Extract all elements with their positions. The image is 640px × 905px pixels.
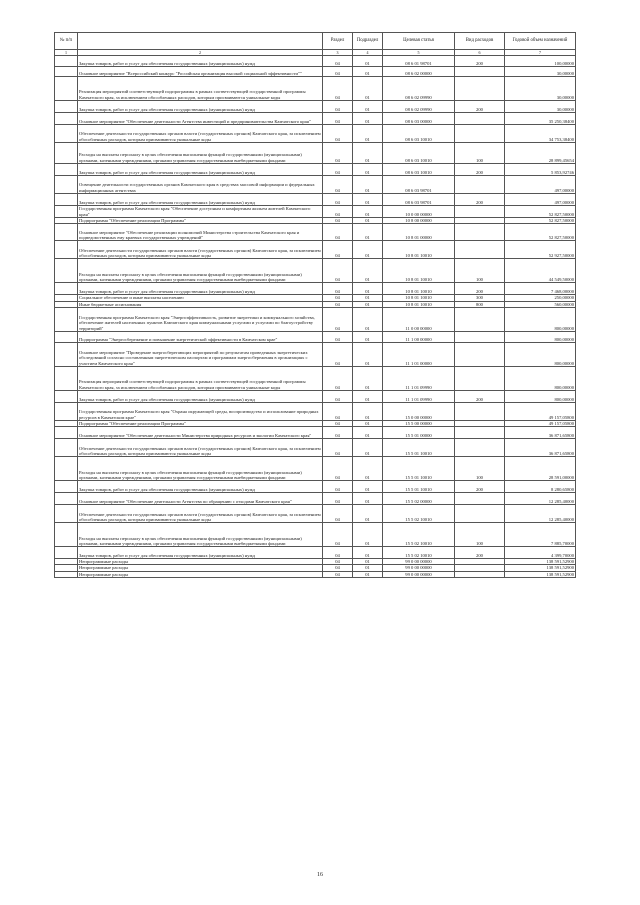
- table-row: [55, 493, 576, 505]
- row-podrazdel: 01: [353, 67, 383, 77]
- row-target-article: 10 0 00 00000: [383, 206, 455, 218]
- row-amount: 7 885,70000: [505, 523, 576, 547]
- header-podrazdel: Подраздел: [353, 33, 383, 50]
- row-razdel: 04: [323, 283, 353, 295]
- row-amount: 52 927,50000: [505, 241, 576, 259]
- row-expense-type: 200: [455, 56, 505, 67]
- row-name: Подпрограмма "Энергосбережение и повышение энергетической эффективности в Камчатском крае": [78, 331, 323, 342]
- column-number: 4: [353, 50, 383, 56]
- table-row: [55, 547, 576, 559]
- row-name: Закупка товаров, работ и услуг для обеспечения государственных (муниципальных) нужд: [78, 547, 323, 559]
- row-target-article: 10 8 01 10010: [383, 283, 455, 295]
- row-amount: 34 753,38400: [505, 125, 576, 143]
- row-podrazdel: 01: [353, 366, 383, 390]
- row-target-article: 08 6 03 10010: [383, 164, 455, 176]
- row-podrazdel: 01: [353, 164, 383, 176]
- row-name: Основное мероприятие "Обеспечение деятельности Агентства инвестиций и предпринимательства Камчатского края": [78, 113, 323, 125]
- row-num: [55, 283, 78, 295]
- table-row: [55, 125, 576, 143]
- row-amount: 52 827,50000: [505, 218, 576, 224]
- row-target-article: 08 6 02 09990: [383, 77, 455, 101]
- row-target-article: 10 8 01 00000: [383, 224, 455, 241]
- row-amount: 800,00000: [505, 390, 576, 402]
- row-expense-type: [455, 224, 505, 241]
- row-target-article: 10 8 01 10010: [383, 295, 455, 301]
- table-row: [55, 224, 576, 241]
- row-target-article: 15 0 00 00000: [383, 402, 455, 420]
- row-podrazdel: 01: [353, 420, 383, 426]
- row-target-article: 15 5 02 00000: [383, 493, 455, 505]
- row-name: Реализация мероприятий соответствующей подпрограммы в рамках соответствующей государственной программы Камчатского края, за исключением обособленных расходов, которым присваиваются уникальные коды: [78, 366, 323, 390]
- row-podrazdel: 01: [353, 481, 383, 493]
- table-row: [55, 390, 576, 402]
- row-name: Подпрограмма "Обеспечение реализации Программы": [78, 420, 323, 426]
- row-razdel: 04: [323, 439, 353, 457]
- row-amount: 800,00000: [505, 331, 576, 342]
- row-expense-type: 800: [455, 301, 505, 307]
- row-expense-type: [455, 77, 505, 101]
- row-name: Основное мероприятие "Обеспечение деятельности Министерства природных ресурсов и экологии Камчатского края": [78, 427, 323, 439]
- row-razdel: 04: [323, 77, 353, 101]
- row-razdel: 04: [323, 67, 353, 77]
- row-name: Реализация мероприятий соответствующей подпрограммы в рамках соответствующей государственной программы Камчатского края, за исключением обособленных расходов, которым присваиваются уникальные коды: [78, 77, 323, 101]
- row-name: Обеспечение деятельности государственных органов власти (государственных органов) Камчатского края, за исключением обособленных расходов, которым присваиваются уникальные коды: [78, 241, 323, 259]
- row-target-article: 08 6 03 98701: [383, 194, 455, 206]
- row-expense-type: 100: [455, 523, 505, 547]
- row-name: Расходы на выплаты персоналу в целях обеспечения выполнения функций государственными (муниципальными) органами, казенными учреждениями, органами управления государственными внебюджетными фондами: [78, 143, 323, 164]
- row-podrazdel: 01: [353, 547, 383, 559]
- table-row: [55, 77, 576, 101]
- row-razdel: 04: [323, 194, 353, 206]
- row-target-article: 08 6 03 10010: [383, 143, 455, 164]
- row-razdel: 04: [323, 224, 353, 241]
- table-row: [55, 505, 576, 523]
- row-name: Расходы на выплаты персоналу в целях обеспечения выполнения функций государственными (муниципальными) органами, казенными учреждениями, органами управления государственными внебюджетными фондами: [78, 457, 323, 481]
- row-name: Подпрограмма "Обеспечение реализации Программы": [78, 218, 323, 224]
- row-podrazdel: 01: [353, 101, 383, 113]
- row-razdel: 04: [323, 559, 353, 565]
- row-expense-type: [455, 307, 505, 331]
- row-name: Закупка товаров, работ и услуг для обеспечения государственных (муниципальных) нужд: [78, 164, 323, 176]
- row-amount: 497,00000: [505, 176, 576, 194]
- row-podrazdel: 01: [353, 77, 383, 101]
- row-target-article: 08 6 02 00000: [383, 67, 455, 77]
- table-row: [55, 101, 576, 113]
- row-expense-type: [455, 366, 505, 390]
- row-razdel: 04: [323, 101, 353, 113]
- table-row: [55, 307, 576, 331]
- row-name: Расходы на выплаты персоналу в целях обеспечения выполнения функций государственными (муниципальными) органами, казенными учреждениями, органами управления государственными внебюджетными фондами: [78, 523, 323, 547]
- row-target-article: 11 1 01 09990: [383, 366, 455, 390]
- row-num: [55, 56, 78, 67]
- row-num: [55, 547, 78, 559]
- row-name: Основное мероприятие "Обеспечение реализации полномочий Министерства строительства Камчатского края и подведомственных ему краевых государственных учреждений": [78, 224, 323, 241]
- row-razdel: 04: [323, 331, 353, 342]
- row-expense-type: [455, 113, 505, 125]
- row-podrazdel: 01: [353, 439, 383, 457]
- row-podrazdel: 01: [353, 143, 383, 164]
- row-razdel: 04: [323, 206, 353, 218]
- row-num: [55, 241, 78, 259]
- row-razdel: 04: [323, 342, 353, 366]
- row-num: [55, 439, 78, 457]
- row-razdel: 04: [323, 125, 353, 143]
- row-razdel: 04: [323, 427, 353, 439]
- row-amount: 4 399,70000: [505, 547, 576, 559]
- row-podrazdel: 01: [353, 571, 383, 577]
- row-amount: 36 871,65800: [505, 427, 576, 439]
- table-body: [55, 56, 576, 578]
- row-razdel: 04: [323, 301, 353, 307]
- row-amount: 800,00000: [505, 366, 576, 390]
- row-amount: 7 468,00000: [505, 283, 576, 295]
- table-row: [55, 67, 576, 77]
- row-podrazdel: 01: [353, 427, 383, 439]
- column-number: 1: [55, 50, 78, 56]
- table-row: [55, 342, 576, 366]
- row-name: Основное мероприятие "Проведение энергосберегающих мероприятий по результатам проведенных энергетических обследований согласно составленным энергетическим паспортам и программам энергосбережения в организациях с участием Камчатского края": [78, 342, 323, 366]
- row-num: [55, 77, 78, 101]
- column-number: 5: [383, 50, 455, 56]
- row-name: Закупка товаров, работ и услуг для обеспечения государственных (муниципальных) нужд: [78, 194, 323, 206]
- table-row: [55, 402, 576, 420]
- row-amount: 12 285,40000: [505, 505, 576, 523]
- row-name: Основное мероприятие "Обеспечение деятельности Агентства по обращению с отходами Камчатского края": [78, 493, 323, 505]
- row-num: [55, 67, 78, 77]
- row-razdel: 04: [323, 307, 353, 331]
- row-name: Социальное обеспечение и иные выплаты населению: [78, 295, 323, 301]
- row-num: [55, 366, 78, 390]
- row-target-article: 15 5 02 10010: [383, 547, 455, 559]
- row-expense-type: [455, 125, 505, 143]
- row-target-article: 15 5 01 10010: [383, 481, 455, 493]
- table-row: [55, 259, 576, 283]
- row-expense-type: 200: [455, 164, 505, 176]
- row-podrazdel: 01: [353, 206, 383, 218]
- row-target-article: 99 0 00 00000: [383, 571, 455, 577]
- row-expense-type: [455, 427, 505, 439]
- row-podrazdel: 01: [353, 224, 383, 241]
- row-name: Закупка товаров, работ и услуг для обеспечения государственных (муниципальных) нужд: [78, 481, 323, 493]
- row-razdel: 04: [323, 113, 353, 125]
- row-target-article: 10 8 01 10010: [383, 241, 455, 259]
- row-razdel: 04: [323, 457, 353, 481]
- row-razdel: 04: [323, 481, 353, 493]
- row-amount: 800,00000: [505, 342, 576, 366]
- row-razdel: 04: [323, 571, 353, 577]
- row-razdel: 04: [323, 420, 353, 426]
- header-razdel: Раздел: [323, 33, 353, 50]
- column-number: 7: [505, 50, 576, 56]
- row-podrazdel: 01: [353, 295, 383, 301]
- row-target-article: 15 5 01 00000: [383, 427, 455, 439]
- row-expense-type: [455, 342, 505, 366]
- row-podrazdel: 01: [353, 259, 383, 283]
- row-num: [55, 523, 78, 547]
- row-podrazdel: 01: [353, 342, 383, 366]
- row-podrazdel: 01: [353, 402, 383, 420]
- row-expense-type: 100: [455, 457, 505, 481]
- row-num: [55, 505, 78, 523]
- row-num: [55, 307, 78, 331]
- table-row: [55, 143, 576, 164]
- row-target-article: 08 6 03 98701: [383, 176, 455, 194]
- row-num: [55, 390, 78, 402]
- row-razdel: 04: [323, 493, 353, 505]
- row-expense-type: [455, 206, 505, 218]
- row-amount: 28 591,00000: [505, 457, 576, 481]
- row-amount: 44 549,50000: [505, 259, 576, 283]
- row-expense-type: 200: [455, 547, 505, 559]
- row-target-article: 99 0 00 00000: [383, 565, 455, 571]
- table-row: [55, 481, 576, 493]
- row-target-article: 15 5 02 10010: [383, 523, 455, 547]
- row-target-article: 15 5 00 00000: [383, 420, 455, 426]
- row-podrazdel: 01: [353, 559, 383, 565]
- column-number: 3: [323, 50, 353, 56]
- row-name: Закупка товаров, работ и услуг для обеспечения государственных (муниципальных) нужд: [78, 101, 323, 113]
- row-amount: 36 871,65800: [505, 439, 576, 457]
- table-row: [55, 457, 576, 481]
- row-name: Обеспечение деятельности государственных органов власти (государственных органов) Камчатского края, за исключением обособленных расходов, которым присваиваются уникальные коды: [78, 439, 323, 457]
- row-name: Закупка товаров, работ и услуг для обеспечения государственных (муниципальных) нужд: [78, 56, 323, 67]
- column-number: 6: [455, 50, 505, 56]
- row-podrazdel: 01: [353, 194, 383, 206]
- row-name: Обеспечение деятельности государственных органов власти (государственных органов) Камчатского края, за исключением обособленных расходов, которым присваиваются уникальные коды: [78, 125, 323, 143]
- row-num: [55, 101, 78, 113]
- row-target-article: 11 1 01 09990: [383, 390, 455, 402]
- row-name: Закупка товаров, работ и услуг для обеспечения государственных (муниципальных) нужд: [78, 390, 323, 402]
- row-expense-type: 200: [455, 194, 505, 206]
- row-name: Государственная программа Камчатского края "Обеспечение доступным и комфортным жильем жителей Камчатского края": [78, 206, 323, 218]
- row-amount: 52 827,50000: [505, 224, 576, 241]
- page-number: 16: [317, 872, 323, 878]
- row-amount: 12 285,40000: [505, 493, 576, 505]
- row-razdel: 04: [323, 366, 353, 390]
- row-podrazdel: 01: [353, 218, 383, 224]
- row-num: [55, 113, 78, 125]
- row-podrazdel: 01: [353, 301, 383, 307]
- row-num: [55, 176, 78, 194]
- row-expense-type: 300: [455, 295, 505, 301]
- row-podrazdel: 01: [353, 493, 383, 505]
- row-podrazdel: 01: [353, 331, 383, 342]
- row-amount: 560,00000: [505, 301, 576, 307]
- row-amount: 100,00000: [505, 56, 576, 67]
- row-num: [55, 402, 78, 420]
- row-razdel: 04: [323, 295, 353, 301]
- row-expense-type: [455, 493, 505, 505]
- row-podrazdel: 01: [353, 307, 383, 331]
- row-num: [55, 493, 78, 505]
- row-expense-type: [455, 571, 505, 577]
- row-razdel: 04: [323, 547, 353, 559]
- row-num: [55, 143, 78, 164]
- row-name: Государственная программа Камчатского края "Охрана окружающей среды, воспроизводство и использование природных ресурсов в Камчатском крае": [78, 402, 323, 420]
- row-expense-type: [455, 439, 505, 457]
- header-target-article: Целевая статья: [383, 33, 455, 50]
- row-target-article: 08 6 03 00000: [383, 113, 455, 125]
- row-name: Непрограммные расходы: [78, 571, 323, 577]
- row-name: Основное мероприятие "Всероссийский конкурс "Российская организация высокой социальной эффективности"": [78, 67, 323, 77]
- row-target-article: 11 1 00 00000: [383, 331, 455, 342]
- row-expense-type: 100: [455, 143, 505, 164]
- row-amount: 49 157,05800: [505, 420, 576, 426]
- row-target-article: 15 5 01 10010: [383, 439, 455, 457]
- table-row: [55, 331, 576, 342]
- column-number: 2: [78, 50, 323, 56]
- table-row: [55, 439, 576, 457]
- row-num: [55, 571, 78, 577]
- row-podrazdel: 01: [353, 56, 383, 67]
- row-expense-type: [455, 505, 505, 523]
- row-expense-type: 200: [455, 481, 505, 493]
- row-razdel: 04: [323, 523, 353, 547]
- row-expense-type: 200: [455, 390, 505, 402]
- row-amount: 8 280,65800: [505, 481, 576, 493]
- row-razdel: 04: [323, 143, 353, 164]
- row-expense-type: [455, 402, 505, 420]
- row-name: Обеспечение деятельности государственных органов власти (государственных органов) Камчатского края, за исключением обособленных расходов, которым присваиваются уникальные коды: [78, 505, 323, 523]
- row-amount: 49 157,05800: [505, 402, 576, 420]
- row-amount: 52 827,50000: [505, 206, 576, 218]
- table-row: [55, 366, 576, 390]
- row-amount: 138 591,52900: [505, 571, 576, 577]
- row-expense-type: [455, 241, 505, 259]
- table-row: [55, 283, 576, 295]
- row-razdel: 04: [323, 241, 353, 259]
- table-row: [55, 571, 576, 577]
- table-row: [55, 427, 576, 439]
- row-expense-type: 100: [455, 259, 505, 283]
- table-row: [55, 113, 576, 125]
- row-amount: 138 591,52900: [505, 565, 576, 571]
- row-name: Закупка товаров, работ и услуг для обеспечения государственных (муниципальных) нужд: [78, 283, 323, 295]
- row-razdel: 04: [323, 390, 353, 402]
- row-num: [55, 224, 78, 241]
- header-annual-volume: Годовой объем назначений: [505, 33, 576, 50]
- row-target-article: 11 1 01 00000: [383, 342, 455, 366]
- row-amount: 28 899,45654: [505, 143, 576, 164]
- row-podrazdel: 01: [353, 241, 383, 259]
- table-header-row: [55, 33, 576, 50]
- row-razdel: 04: [323, 259, 353, 283]
- row-amount: 35 250,38400: [505, 113, 576, 125]
- row-num: [55, 481, 78, 493]
- row-expense-type: [455, 176, 505, 194]
- row-target-article: 10 8 01 10010: [383, 259, 455, 283]
- row-expense-type: 200: [455, 283, 505, 295]
- row-podrazdel: 01: [353, 505, 383, 523]
- row-num: [55, 206, 78, 218]
- row-num: [55, 194, 78, 206]
- row-target-article: 08 6 02 09990: [383, 101, 455, 113]
- row-name: Освещение деятельности государственных органов Камчатского края в средствах массовой информации и федеральных информационных агентствах: [78, 176, 323, 194]
- row-expense-type: 200: [455, 101, 505, 113]
- row-amount: 497,00000: [505, 194, 576, 206]
- row-razdel: 04: [323, 402, 353, 420]
- row-name: Государственная программа Камчатского края "Энергоэффективность, развитие энергетики и коммунального хозяйства, обеспечение жителей населенных пунктов Камчатского края коммунальными услугами и услугами по благоустройству территорий": [78, 307, 323, 331]
- row-num: [55, 342, 78, 366]
- table-row: [55, 241, 576, 259]
- budget-table: [54, 32, 576, 578]
- row-expense-type: [455, 67, 505, 77]
- row-amount: 250,00000: [505, 295, 576, 301]
- row-podrazdel: 01: [353, 113, 383, 125]
- row-razdel: 04: [323, 505, 353, 523]
- table-row: [55, 164, 576, 176]
- row-target-article: 08 6 01 98701: [383, 56, 455, 67]
- row-razdel: 04: [323, 218, 353, 224]
- row-amount: 138 591,52900: [505, 559, 576, 565]
- header-name: [78, 33, 323, 50]
- row-podrazdel: 01: [353, 523, 383, 547]
- row-num: [55, 125, 78, 143]
- row-podrazdel: 01: [353, 390, 383, 402]
- row-podrazdel: 01: [353, 457, 383, 481]
- row-amount: 30,00000: [505, 101, 576, 113]
- row-num: [55, 457, 78, 481]
- row-num: [55, 427, 78, 439]
- table-row: [55, 56, 576, 67]
- header-expense-type: Вид расходов: [455, 33, 505, 50]
- row-num: [55, 331, 78, 342]
- row-razdel: 04: [323, 164, 353, 176]
- row-target-article: 15 5 01 10010: [383, 457, 455, 481]
- row-num: [55, 259, 78, 283]
- row-name: Непрограммные расходы: [78, 565, 323, 571]
- row-expense-type: [455, 331, 505, 342]
- row-name: Непрограммные расходы: [78, 559, 323, 565]
- row-target-article: 11 0 00 00000: [383, 307, 455, 331]
- row-amount: 800,00000: [505, 307, 576, 331]
- row-name: Расходы на выплаты персоналу в целях обеспечения выполнения функций государственными (муниципальными) органами, казенными учреждениями, органами управления государственными внебюджетными фондами: [78, 259, 323, 283]
- row-razdel: 04: [323, 565, 353, 571]
- row-name: Иные бюджетные ассигнования: [78, 301, 323, 307]
- row-razdel: 04: [323, 56, 353, 67]
- table-row: [55, 194, 576, 206]
- header-num: № п/п: [55, 33, 78, 50]
- row-target-article: 15 5 02 10010: [383, 505, 455, 523]
- row-target-article: 10 8 00 00000: [383, 218, 455, 224]
- row-podrazdel: 01: [353, 176, 383, 194]
- table-row: [55, 523, 576, 547]
- row-podrazdel: 01: [353, 125, 383, 143]
- row-podrazdel: 01: [353, 283, 383, 295]
- row-podrazdel: 01: [353, 565, 383, 571]
- table-row: [55, 206, 576, 218]
- row-target-article: 99 0 00 00000: [383, 559, 455, 565]
- row-amount: 30,00000: [505, 77, 576, 101]
- row-num: [55, 164, 78, 176]
- row-amount: 30,00000: [505, 67, 576, 77]
- row-target-article: 08 6 03 10010: [383, 125, 455, 143]
- row-target-article: 10 8 01 10010: [383, 301, 455, 307]
- table-row: [55, 176, 576, 194]
- row-razdel: 04: [323, 176, 353, 194]
- row-amount: 5 853,92746: [505, 164, 576, 176]
